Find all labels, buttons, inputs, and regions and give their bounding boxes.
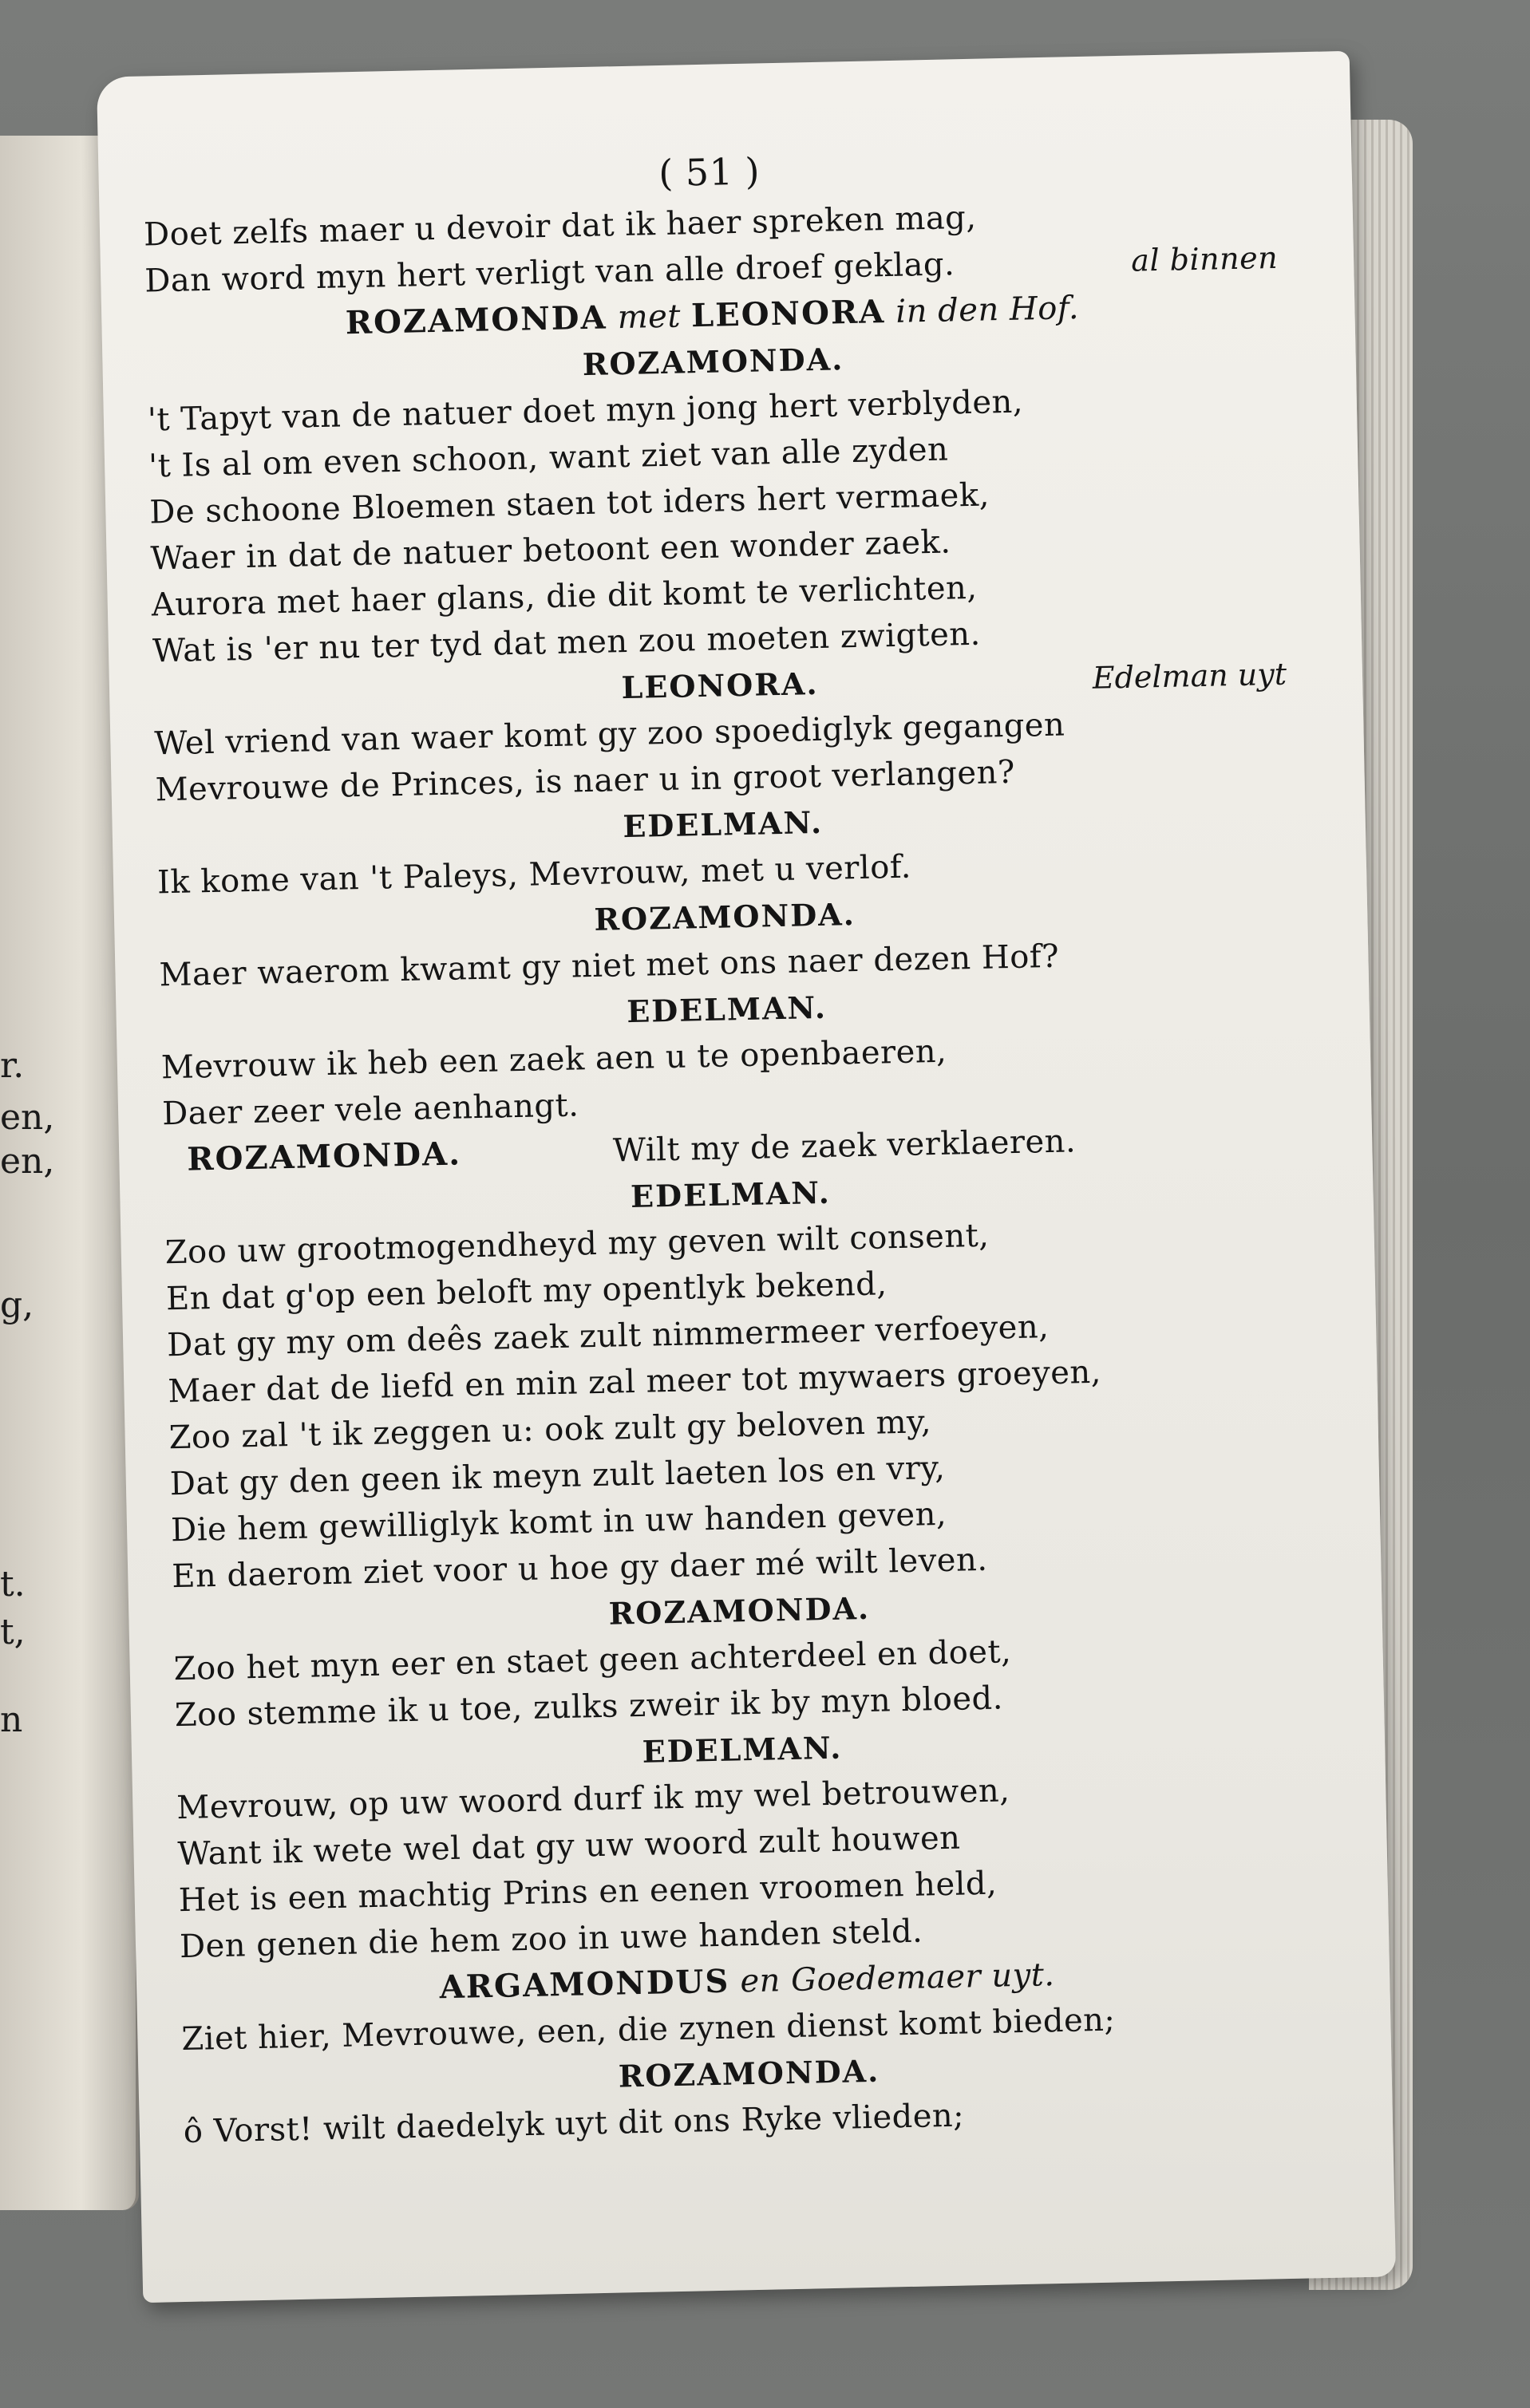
verse-text: ô Vorst! wilt daedelyk uyt dit ons Ryke vlieden; (183, 2097, 965, 2151)
verse-text: Daer zeer vele aenhangt. (161, 1087, 579, 1133)
left-page-fragment: t, (0, 1612, 26, 1652)
left-page-fragment: t. (0, 1564, 26, 1605)
speaker-text: ROZAMONDA. (608, 1589, 871, 1632)
page-text (142, 132, 1317, 2155)
verse-text: De schoone Bloemen staen tot iders hert vermaek, (148, 476, 990, 531)
stage-direction: in den Hof. (895, 290, 1080, 330)
verse-text: Mevrouw ik heb een zaek aen u te openbaeren, (160, 1032, 947, 1087)
character-name: ROZAMONDA (345, 298, 607, 342)
verse-text: Die hem gewilliglyk komt in uw handen geven, (170, 1495, 947, 1549)
verse-text: Ziet hier, Mevrouwe, een, die zynen dienst komt bieden; (181, 2001, 1116, 2059)
speaker-text: EDELMAN. (630, 1174, 832, 1215)
stage-direction: Edelman uyt (1092, 656, 1287, 696)
verse-text: Het is een machtig Prins en eenen vroomen held, (178, 1865, 998, 1920)
verse-text: Mevrouwe de Princes, is naer u in groot verlangen? (155, 753, 1016, 809)
verse-text: 't Is al om even schoon, want ziet van alle zyden (148, 431, 949, 485)
verse-text: Wat is 'er nu ter tyd dat men zou moeten zwigten. (152, 615, 982, 670)
left-page-fragment: en, (0, 1097, 55, 1138)
verse-text: Zoo het myn eer en staet geen achterdeel en doet, (173, 1633, 1012, 1688)
left-page-fragment: g, (0, 1285, 34, 1325)
verse-text: 't Tapyt van de natuer doet myn jong hert verblyden, (147, 383, 1024, 439)
speaker-text: ROZAMONDA. (618, 2052, 880, 2094)
character-name: LEONORA (690, 293, 886, 335)
verse-text: Maer waerom kwamt gy niet met ons naer dezen Hof? (159, 938, 1060, 994)
verse-text: Zoo uw grootmogendheyd my geven wilt consent, (164, 1217, 990, 1272)
verse-text: Zoo zal 't ik zeggen u: ook zult gy beloven my, (168, 1403, 932, 1457)
stage-conjunction: met (617, 298, 682, 337)
book-page (97, 51, 1396, 2303)
page-number: ( 51 ) (658, 149, 761, 195)
verse-text: Dat gy my om deês zaek zult nimmermeer verfoeyen, (166, 1309, 1050, 1364)
speaker-text: ROZAMONDA. (593, 896, 856, 938)
speaker-text: EDELMAN. (626, 989, 828, 1030)
stage-direction: al binnen (1130, 239, 1279, 278)
verse-text: En dat g'op een beloft my opentlyk bekend, (165, 1265, 888, 1318)
speaker-text: EDELMAN. (622, 803, 824, 845)
speaker-text: ROZAMONDA. (582, 341, 844, 383)
verse-text: Den genen die hem zoo in uwe handen steld. (179, 1913, 923, 1966)
speaker-text: LEONORA. (621, 665, 819, 706)
verse-text: Want ik wete wel dat gy uw woord zult houwen (177, 1819, 961, 1873)
verse-text: Zoo stemme ik u toe, zulks zweir ik by myn bloed. (174, 1680, 1004, 1735)
speaker-text: EDELMAN. (642, 1729, 843, 1770)
character-name: ARGAMONDUS (439, 1962, 730, 2007)
verse-text: Mevrouw, op uw woord durf ik my wel betrouwen, (176, 1772, 1010, 1827)
stage-conjunction: en (740, 1962, 781, 2000)
verse-text: Ik kome van 't Paleys, Mevrouw, met u verlof. (156, 848, 912, 902)
speaker-text: ROZAMONDA. (186, 1135, 462, 1178)
verse-text: Dan word myn hert verligt van alle droef geklag. (144, 246, 955, 300)
verse-text: Aurora met haer glans, die dit komt te verlichten, (151, 569, 978, 624)
verse-text: Doet zelfs maer u devoir dat ik haer spreken mag, (143, 199, 977, 254)
left-page-fragment: en, (0, 1141, 55, 1182)
verse-text: En daerom ziet voor u hoe gy daer mé wilt leven. (171, 1541, 988, 1596)
left-page-fragment: r. (0, 1045, 25, 1086)
verse-text: Waer in dat de natuer betoont een wonder zaek. (150, 523, 951, 578)
verse-text: Wilt my de zaek verklaeren. (612, 1123, 1077, 1170)
verse-text: Dat gy den geen ik meyn zult laeten los en vry, (169, 1449, 946, 1503)
stage-direction: Goedemaer uyt. (790, 1956, 1055, 1999)
left-page-fragment: n (0, 1699, 23, 1740)
verse-text: Maer dat de liefd en min zal meer tot mywaers groeyen, (167, 1353, 1102, 1411)
verse-text: Wel vriend van waer komt gy zoo spoediglyk gegangen (153, 706, 1065, 763)
